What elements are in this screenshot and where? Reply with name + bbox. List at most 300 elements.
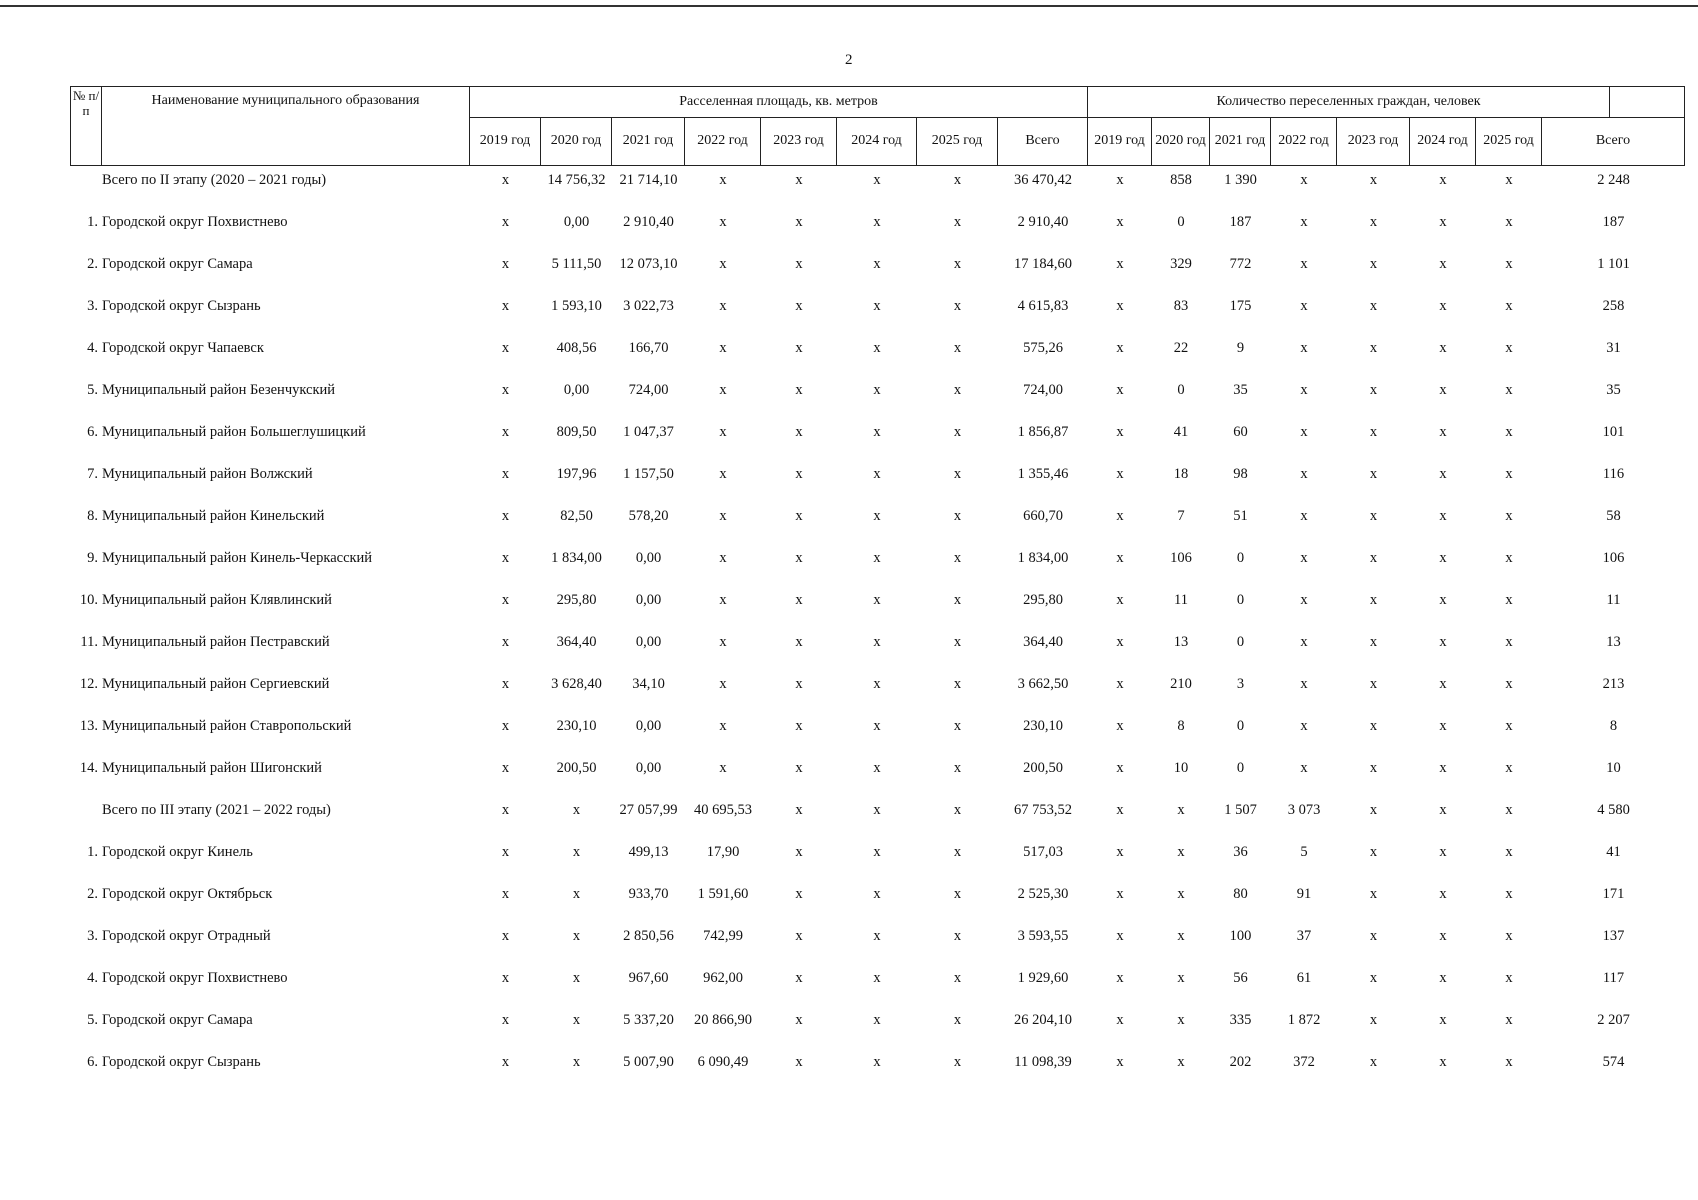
people-value-cell: 1 507 bbox=[1224, 802, 1257, 818]
area-value-cell: x bbox=[719, 424, 727, 440]
area-value-cell: x bbox=[572, 886, 581, 902]
people-value-cell: 1 872 bbox=[1287, 1012, 1321, 1028]
header-people-year: 2023 год bbox=[1337, 118, 1410, 166]
people-value-cell: 2 207 bbox=[1597, 1012, 1630, 1028]
people-value-cell: 41 bbox=[1606, 844, 1621, 860]
people-value-cell: x bbox=[1116, 928, 1124, 944]
area-value-cell: 967,60 bbox=[628, 970, 669, 986]
people-value-cell: x bbox=[1505, 592, 1513, 608]
area-value-cell: x bbox=[795, 298, 803, 314]
area-value-cell: 14 756,32 bbox=[547, 172, 606, 188]
area-value-cell: x bbox=[873, 676, 881, 692]
municipality-name: Городской округ Октябрьск bbox=[102, 886, 273, 902]
header-area-year: 2022 год bbox=[685, 118, 761, 166]
area-value-cell: x bbox=[795, 718, 803, 734]
header-people-total: Всего bbox=[1542, 118, 1685, 166]
people-value-cell: 210 bbox=[1170, 676, 1192, 692]
area-value-cell: x bbox=[572, 928, 581, 944]
municipality-name: Городской округ Сызрань bbox=[102, 298, 261, 314]
people-value-cell: 171 bbox=[1602, 886, 1625, 902]
people-value-cell: x bbox=[1300, 214, 1308, 230]
area-value-cell: x bbox=[953, 424, 962, 440]
area-value-cell: x bbox=[501, 424, 510, 440]
area-value-cell: x bbox=[501, 214, 510, 230]
people-value-cell: 18 bbox=[1173, 466, 1189, 482]
area-value-cell: 0,00 bbox=[635, 550, 662, 566]
area-value-cell: x bbox=[953, 634, 962, 650]
people-value-cell: x bbox=[1369, 928, 1378, 944]
area-value-cell: x bbox=[953, 466, 962, 482]
area-value-cell: x bbox=[795, 802, 803, 818]
row-number: 12. bbox=[79, 676, 98, 692]
people-value-cell: x bbox=[1505, 844, 1513, 860]
people-value-cell: 106 bbox=[1602, 550, 1625, 566]
people-value-cell: x bbox=[1439, 172, 1447, 188]
people-value-cell: x bbox=[1505, 508, 1513, 524]
area-value-cell: x bbox=[795, 928, 803, 944]
people-value-cell: x bbox=[1116, 214, 1124, 230]
row-number: 1. bbox=[87, 214, 98, 230]
row-number bbox=[70, 796, 102, 838]
municipality-name: Городской округ Сызрань bbox=[102, 1054, 261, 1070]
table-row bbox=[70, 586, 1635, 628]
people-value-cell: x bbox=[1369, 340, 1378, 356]
people-value-cell: 3 073 bbox=[1287, 802, 1321, 818]
area-value-cell: 67 753,52 bbox=[1014, 802, 1072, 818]
area-value-cell: 1 047,37 bbox=[623, 424, 674, 440]
people-value-cell: x bbox=[1369, 298, 1378, 314]
people-value-cell: x bbox=[1177, 886, 1185, 902]
municipality-name: Муниципальный район Волжский bbox=[102, 466, 313, 482]
people-value-cell: 175 bbox=[1229, 298, 1252, 314]
people-value-cell: 858 bbox=[1170, 172, 1192, 188]
area-value-cell: x bbox=[719, 760, 727, 776]
people-value-cell: x bbox=[1505, 802, 1513, 818]
area-value-cell: x bbox=[873, 340, 881, 356]
people-value-cell: x bbox=[1505, 340, 1513, 356]
people-value-cell: x bbox=[1300, 550, 1308, 566]
people-value-cell: 101 bbox=[1602, 424, 1625, 440]
people-value-cell: x bbox=[1505, 382, 1513, 398]
table-header bbox=[70, 86, 1635, 166]
area-value-cell: 200,50 bbox=[1023, 760, 1063, 776]
area-value-cell: x bbox=[501, 298, 510, 314]
municipality-name: Городской округ Кинель bbox=[102, 844, 253, 860]
people-value-cell: x bbox=[1505, 760, 1513, 776]
people-value-cell: 8 bbox=[1177, 718, 1185, 734]
people-value-cell: 11 bbox=[1606, 592, 1621, 608]
area-value-cell: x bbox=[501, 340, 510, 356]
municipality-name: Городской округ Похвистнево bbox=[102, 970, 288, 986]
people-value-cell: x bbox=[1300, 508, 1308, 524]
table-row bbox=[70, 670, 1635, 712]
municipality-name: Муниципальный район Кинельский bbox=[102, 508, 325, 524]
area-value-cell: x bbox=[953, 676, 962, 692]
area-value-cell: 27 057,99 bbox=[619, 802, 678, 818]
area-value-cell: x bbox=[953, 382, 962, 398]
area-value-cell: 0,00 bbox=[635, 760, 662, 776]
people-value-cell: 58 bbox=[1606, 508, 1621, 524]
area-value-cell: 11 098,39 bbox=[1014, 1054, 1072, 1070]
area-value-cell: x bbox=[873, 718, 881, 734]
area-value-cell: x bbox=[873, 970, 881, 986]
area-value-cell: x bbox=[953, 172, 962, 188]
area-value-cell: x bbox=[795, 760, 803, 776]
table-row bbox=[70, 376, 1635, 418]
area-value-cell: 12 073,10 bbox=[619, 256, 678, 272]
area-value-cell: x bbox=[873, 928, 881, 944]
area-value-cell: 5 007,90 bbox=[623, 1054, 674, 1070]
area-value-cell: 6 090,49 bbox=[697, 1054, 749, 1070]
area-value-cell: 0,00 bbox=[635, 592, 662, 608]
area-value-cell: 1 157,50 bbox=[623, 466, 674, 482]
people-value-cell: 116 bbox=[1602, 466, 1625, 482]
municipality-name: Городской округ Самара bbox=[102, 1012, 253, 1028]
table-row bbox=[70, 334, 1635, 376]
row-number: 2. bbox=[87, 256, 98, 272]
people-value-cell: x bbox=[1369, 172, 1378, 188]
people-value-cell: x bbox=[1439, 844, 1447, 860]
people-value-cell: x bbox=[1505, 256, 1513, 272]
header-num: № п/п bbox=[70, 86, 102, 166]
header-people-year: 2025 год bbox=[1476, 118, 1542, 166]
people-value-cell: 4 580 bbox=[1597, 802, 1630, 818]
table-row bbox=[70, 208, 1635, 250]
table-row bbox=[70, 922, 1635, 964]
municipality-name: Городской округ Похвистнево bbox=[102, 214, 288, 230]
people-value-cell: x bbox=[1505, 1012, 1513, 1028]
people-value-cell: 51 bbox=[1233, 508, 1248, 524]
area-value-cell: 3 022,73 bbox=[623, 298, 674, 314]
people-value-cell: x bbox=[1177, 928, 1185, 944]
people-value-cell: x bbox=[1505, 634, 1513, 650]
area-value-cell: x bbox=[501, 802, 510, 818]
municipality-name: Городской округ Чапаевск bbox=[102, 340, 264, 356]
people-value-cell: 0 bbox=[1177, 382, 1185, 398]
area-value-cell: x bbox=[501, 928, 510, 944]
people-value-cell: 772 bbox=[1229, 256, 1252, 272]
area-value-cell: 1 591,60 bbox=[697, 886, 749, 902]
area-value-cell: x bbox=[873, 382, 881, 398]
people-value-cell: x bbox=[1177, 1012, 1185, 1028]
area-value-cell: x bbox=[501, 886, 510, 902]
people-value-cell: 13 bbox=[1606, 634, 1621, 650]
area-value-cell: x bbox=[719, 172, 727, 188]
area-value-cell: x bbox=[953, 256, 962, 272]
people-value-cell: x bbox=[1505, 676, 1513, 692]
people-value-cell: x bbox=[1439, 382, 1447, 398]
area-value-cell: x bbox=[953, 508, 962, 524]
people-value-cell: x bbox=[1116, 340, 1124, 356]
area-value-cell: 517,03 bbox=[1023, 844, 1063, 860]
people-value-cell: x bbox=[1369, 382, 1378, 398]
area-value-cell: 364,40 bbox=[1023, 634, 1063, 650]
municipality-name: Муниципальный район Сергиевский bbox=[102, 676, 330, 692]
people-value-cell: 36 bbox=[1233, 844, 1248, 860]
area-value-cell: x bbox=[501, 256, 510, 272]
area-value-cell: 962,00 bbox=[703, 970, 743, 986]
header-empty-corner bbox=[1610, 86, 1685, 118]
area-value-cell: x bbox=[719, 214, 727, 230]
area-value-cell: x bbox=[953, 802, 962, 818]
area-value-cell: 3 662,50 bbox=[1017, 676, 1069, 692]
people-value-cell: 574 bbox=[1602, 1054, 1625, 1070]
area-value-cell: x bbox=[795, 214, 803, 230]
area-value-cell: 230,10 bbox=[1023, 718, 1063, 734]
area-value-cell: x bbox=[873, 214, 881, 230]
area-value-cell: 295,80 bbox=[1023, 592, 1063, 608]
area-value-cell: 3 593,55 bbox=[1017, 928, 1069, 944]
area-value-cell: 2 850,56 bbox=[623, 928, 674, 944]
people-value-cell: x bbox=[1116, 550, 1124, 566]
table-body bbox=[70, 166, 1635, 1090]
table-row-stage-total bbox=[70, 796, 1635, 838]
area-value-cell: 575,26 bbox=[1023, 340, 1063, 356]
header-area-year: 2021 год bbox=[612, 118, 685, 166]
area-value-cell: x bbox=[719, 592, 727, 608]
people-value-cell: x bbox=[1505, 214, 1513, 230]
header-people-year: 2022 год bbox=[1271, 118, 1337, 166]
people-value-cell: x bbox=[1439, 550, 1447, 566]
people-value-cell: x bbox=[1439, 760, 1447, 776]
people-value-cell: x bbox=[1439, 340, 1447, 356]
area-value-cell: 1 834,00 bbox=[1017, 550, 1069, 566]
people-value-cell: 31 bbox=[1606, 340, 1621, 356]
area-value-cell: x bbox=[501, 634, 510, 650]
people-value-cell: 106 bbox=[1170, 550, 1192, 566]
people-value-cell: x bbox=[1116, 424, 1124, 440]
area-value-cell: 0,00 bbox=[635, 718, 662, 734]
area-value-cell: x bbox=[501, 844, 510, 860]
area-value-cell: 724,00 bbox=[628, 382, 669, 398]
header-area-year: 2024 год bbox=[837, 118, 917, 166]
people-value-cell: x bbox=[1369, 256, 1378, 272]
people-value-cell: x bbox=[1116, 886, 1124, 902]
people-value-cell: x bbox=[1116, 1012, 1124, 1028]
area-value-cell: x bbox=[795, 676, 803, 692]
people-value-cell: x bbox=[1116, 634, 1124, 650]
row-number: 9. bbox=[87, 550, 98, 566]
area-value-cell: x bbox=[501, 466, 510, 482]
people-value-cell: x bbox=[1369, 886, 1378, 902]
header-area-group: Расселенная площадь, кв. метров bbox=[470, 86, 1088, 118]
area-value-cell: x bbox=[795, 256, 803, 272]
people-value-cell: x bbox=[1505, 1054, 1513, 1070]
people-value-cell: 258 bbox=[1602, 298, 1625, 314]
row-number: 10. bbox=[79, 592, 98, 608]
people-value-cell: x bbox=[1439, 592, 1447, 608]
people-value-cell: x bbox=[1369, 214, 1378, 230]
area-value-cell: x bbox=[873, 802, 881, 818]
people-value-cell: x bbox=[1300, 298, 1308, 314]
municipality-name: Городской округ Самара bbox=[102, 256, 253, 272]
table-row bbox=[70, 460, 1635, 502]
people-value-cell: 10 bbox=[1173, 760, 1189, 776]
municipality-name: Муниципальный район Пестравский bbox=[102, 634, 330, 650]
area-value-cell: x bbox=[719, 550, 727, 566]
area-value-cell: x bbox=[572, 1012, 581, 1028]
people-value-cell: 8 bbox=[1609, 718, 1618, 734]
municipality-name: Городской округ Отрадный bbox=[102, 928, 271, 944]
municipality-name: Муниципальный район Шигонский bbox=[102, 760, 322, 776]
people-value-cell: x bbox=[1439, 256, 1447, 272]
people-value-cell: 35 bbox=[1233, 382, 1248, 398]
people-value-cell: x bbox=[1177, 802, 1185, 818]
area-value-cell: x bbox=[953, 340, 962, 356]
people-value-cell: 2 248 bbox=[1597, 172, 1630, 188]
area-value-cell: 21 714,10 bbox=[619, 172, 678, 188]
people-value-cell: x bbox=[1116, 508, 1124, 524]
people-value-cell: 1 101 bbox=[1597, 256, 1630, 272]
people-value-cell: 0 bbox=[1236, 634, 1245, 650]
area-value-cell: x bbox=[953, 298, 962, 314]
area-value-cell: 40 695,53 bbox=[694, 802, 752, 818]
area-value-cell: 17,90 bbox=[706, 844, 740, 860]
area-value-cell: x bbox=[572, 844, 581, 860]
area-value-cell: x bbox=[501, 676, 510, 692]
people-value-cell: x bbox=[1369, 424, 1378, 440]
people-value-cell: x bbox=[1439, 928, 1447, 944]
area-value-cell: 1 355,46 bbox=[1017, 466, 1069, 482]
area-value-cell: x bbox=[873, 424, 881, 440]
area-value-cell: x bbox=[795, 550, 803, 566]
area-value-cell: x bbox=[953, 928, 962, 944]
area-value-cell: 20 866,90 bbox=[694, 1012, 752, 1028]
municipality-name: Всего по III этапу (2021 – 2022 годы) bbox=[102, 802, 331, 818]
row-number: 4. bbox=[87, 340, 98, 356]
area-value-cell: x bbox=[719, 382, 727, 398]
row-number: 13. bbox=[79, 718, 98, 734]
municipality-name: Муниципальный район Большеглушицкий bbox=[102, 424, 366, 440]
area-value-cell: 578,20 bbox=[628, 508, 669, 524]
row-number: 5. bbox=[87, 1012, 98, 1028]
people-value-cell: 83 bbox=[1173, 298, 1189, 314]
header-people-year: 2024 год bbox=[1410, 118, 1476, 166]
people-value-cell: x bbox=[1300, 382, 1308, 398]
people-value-cell: 137 bbox=[1602, 928, 1625, 944]
people-value-cell: x bbox=[1505, 886, 1513, 902]
area-value-cell: 197,96 bbox=[556, 466, 597, 482]
area-value-cell: x bbox=[873, 256, 881, 272]
people-value-cell: 187 bbox=[1229, 214, 1252, 230]
area-value-cell: x bbox=[953, 550, 962, 566]
people-value-cell: 35 bbox=[1606, 382, 1621, 398]
people-value-cell: x bbox=[1300, 760, 1308, 776]
area-value-cell: x bbox=[953, 1054, 962, 1070]
row-number: 6. bbox=[87, 1054, 98, 1070]
people-value-cell: x bbox=[1177, 1054, 1185, 1070]
area-value-cell: x bbox=[873, 844, 881, 860]
area-value-cell: x bbox=[873, 550, 881, 566]
area-value-cell: 364,40 bbox=[556, 634, 597, 650]
people-value-cell: x bbox=[1505, 466, 1513, 482]
people-value-cell: x bbox=[1369, 1054, 1378, 1070]
header-area-total: Всего bbox=[998, 118, 1088, 166]
area-value-cell: 230,10 bbox=[556, 718, 597, 734]
row-number: 1. bbox=[87, 844, 98, 860]
area-value-cell: 36 470,42 bbox=[1014, 172, 1072, 188]
area-value-cell: 660,70 bbox=[1023, 508, 1063, 524]
area-value-cell: x bbox=[719, 466, 727, 482]
area-value-cell: x bbox=[795, 172, 803, 188]
row-number: 3. bbox=[87, 298, 98, 314]
people-value-cell: x bbox=[1439, 466, 1447, 482]
people-value-cell: x bbox=[1116, 802, 1124, 818]
area-value-cell: x bbox=[501, 172, 510, 188]
row-number: 5. bbox=[87, 382, 98, 398]
area-value-cell: 3 628,40 bbox=[551, 676, 602, 692]
area-value-cell: x bbox=[572, 1054, 581, 1070]
people-value-cell: x bbox=[1177, 844, 1185, 860]
table-row bbox=[70, 418, 1635, 460]
row-number: 8. bbox=[87, 508, 98, 524]
people-value-cell: 0 bbox=[1236, 718, 1245, 734]
area-value-cell: x bbox=[953, 970, 962, 986]
area-value-cell: x bbox=[795, 970, 803, 986]
people-value-cell: x bbox=[1369, 634, 1378, 650]
area-value-cell: 5 111,50 bbox=[551, 256, 602, 272]
area-value-cell: x bbox=[795, 844, 803, 860]
table-row bbox=[70, 1048, 1635, 1090]
area-value-cell: x bbox=[719, 340, 727, 356]
area-value-cell: x bbox=[795, 466, 803, 482]
row-number: 2. bbox=[87, 886, 98, 902]
area-value-cell: 2 910,40 bbox=[1017, 214, 1069, 230]
table-row bbox=[70, 838, 1635, 880]
area-value-cell: 2 910,40 bbox=[623, 214, 674, 230]
header-area-year: 2025 год bbox=[917, 118, 998, 166]
people-value-cell: x bbox=[1439, 718, 1447, 734]
people-value-cell: x bbox=[1505, 172, 1513, 188]
area-value-cell: x bbox=[501, 382, 510, 398]
people-value-cell: 1 390 bbox=[1224, 172, 1257, 188]
people-value-cell: x bbox=[1116, 298, 1124, 314]
area-value-cell: x bbox=[953, 886, 962, 902]
people-value-cell: 372 bbox=[1293, 1054, 1315, 1070]
header-people-group: Количество переселенных граждан, человек bbox=[1088, 86, 1610, 118]
area-value-cell: 408,56 bbox=[556, 340, 597, 356]
people-value-cell: 10 bbox=[1606, 760, 1621, 776]
header-people-year: 2020 год bbox=[1152, 118, 1210, 166]
page-number: 2 bbox=[845, 52, 853, 68]
people-value-cell: x bbox=[1300, 592, 1308, 608]
area-value-cell: x bbox=[953, 1012, 962, 1028]
area-value-cell: 295,80 bbox=[556, 592, 597, 608]
area-value-cell: x bbox=[501, 1054, 510, 1070]
people-value-cell: 0 bbox=[1177, 214, 1185, 230]
people-value-cell: 335 bbox=[1229, 1012, 1252, 1028]
area-value-cell: x bbox=[719, 256, 727, 272]
area-value-cell: 0,00 bbox=[635, 634, 662, 650]
people-value-cell: x bbox=[1505, 970, 1513, 986]
area-value-cell: x bbox=[501, 550, 510, 566]
people-value-cell: x bbox=[1439, 424, 1447, 440]
area-value-cell: x bbox=[795, 592, 803, 608]
people-value-cell: x bbox=[1116, 760, 1124, 776]
header-area-year: 2020 год bbox=[541, 118, 612, 166]
municipality-name: Муниципальный район Кинель-Черкасский bbox=[102, 550, 373, 566]
people-value-cell: x bbox=[1439, 886, 1447, 902]
people-value-cell: 0 bbox=[1236, 592, 1245, 608]
people-value-cell: 202 bbox=[1229, 1054, 1252, 1070]
area-value-cell: 1 593,10 bbox=[551, 298, 602, 314]
people-value-cell: 0 bbox=[1236, 760, 1245, 776]
area-value-cell: x bbox=[572, 802, 581, 818]
people-value-cell: x bbox=[1300, 718, 1308, 734]
area-value-cell: 2 525,30 bbox=[1017, 886, 1069, 902]
people-value-cell: 56 bbox=[1233, 970, 1248, 986]
municipality-name: Муниципальный район Ставропольский bbox=[102, 718, 352, 734]
